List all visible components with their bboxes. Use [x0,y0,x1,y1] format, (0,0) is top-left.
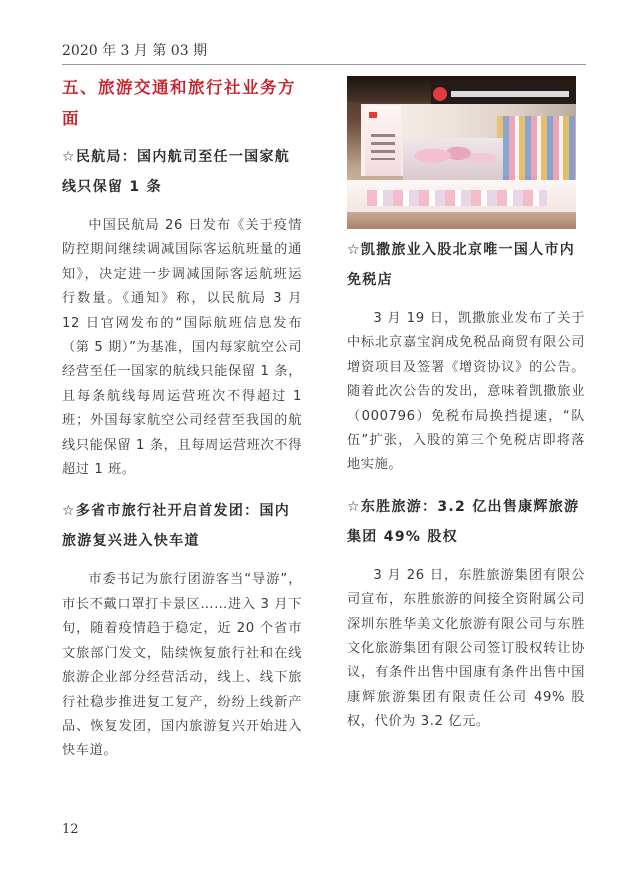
duty-free-store-photo [347,76,576,229]
photo-store-sign [431,84,576,104]
store-sign-lettering [451,91,569,97]
right-column [347,76,585,735]
left-column [62,70,302,764]
photo-display-stand [403,138,503,182]
store-logo-icon [433,87,447,101]
photo-products [367,190,547,206]
poster-logo-mark [369,112,377,118]
article-body-travel-agencies: 市委书记为旅行团游客当“导游”，市长不戴口罩打卡景区……进入 3 月下旬，随着疫情趋于稳定，近 20 个省市文旅部门发文，陆续恢复旅行社和在线旅游企业部分经营活动，线上、线下旅行社稳步推进复工复产，纷纷上线新产品、恢复发团，国内旅游复兴开始进入快车道。 [62,572,302,759]
article-body-caac: 中国民航局 26 日发布《关于疫情防控期间继续调减国际客运航班量的通知》，决定进一步调减国际客运航班运行数量。《通知》称，以民航局 3 月 12 日官网发布的“国际航班信息发布（第 5 期）”为基准，国内每家航空公司经营至任一国家的航线只能保留 1 条，且每条航线每周运营班次不得超过 1 班；外国每家航空公司经营至我国的航线只能保留 1 条，且每周运营班次不得超过 1 班。 [62,218,303,478]
article-title-caissa: ☆凯撒旅业入股北京唯一国人市内免税店 [347,242,576,288]
article-title-dongsheng: ☆东胜旅游：3.2 亿出售康辉旅游集团 49% 股权 [347,498,580,545]
article-body-caissa: 3 月 19 日，凯撒旅业发布了关于中标北京嘉宝润成免税品商贸有限公司增资项目及签署《增资协议》的公告。随着此次公告的发出，意味着凯撒旅业（000796）免税布局换挡提速，“队伍”扩张，入股的第三个免税店即将落地实施。 [347,311,585,473]
article-body-dongsheng: 3 月 26 日，东胜旅游集团有限公司宣布，东胜旅游的间接全资附属公司深圳东胜华美文化旅游有限公司与东胜文化旅游集团有限公司签订股权转让协议，有条件出售中国康有条件出售中国康辉旅游集团有限责任公司 49% 股权，代价为 3.2 亿元。 [347,567,585,730]
article-title-caac: ☆民航局：国内航司至任一国家航线只保留 1 条 [62,149,291,195]
issue-header: 2020 年 3 月 第 03 期 [62,43,208,59]
section-title: 五、旅游交通和旅行社业务方面 [62,78,296,128]
photo-floor [347,212,576,229]
page-number: 12 [62,822,79,837]
header-divider [62,64,586,65]
photo-shelves [497,116,576,186]
poster-lettering [371,134,395,160]
article-title-travel-agencies: ☆多省市旅行社开启首发团：国内旅游复兴进入快车道 [62,503,291,550]
